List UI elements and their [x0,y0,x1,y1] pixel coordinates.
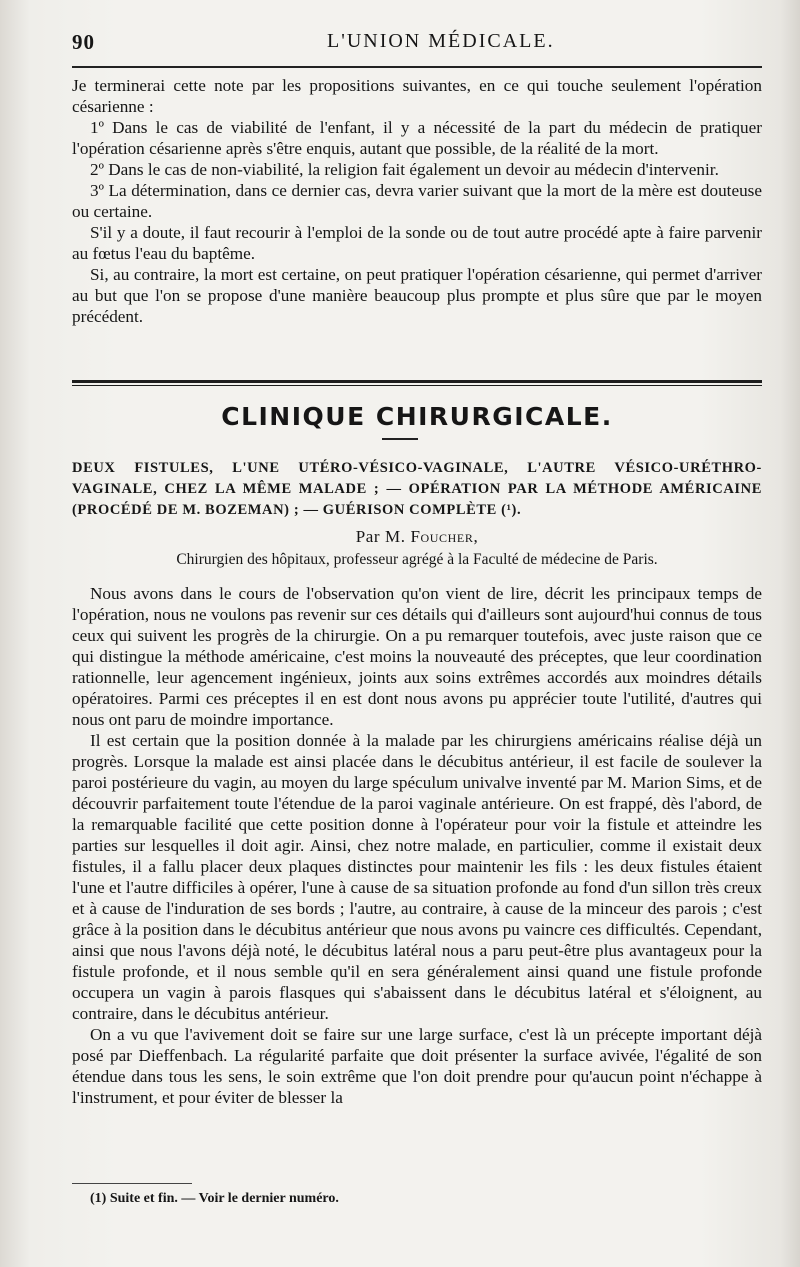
paragraph: Il est certain que la position donnée à la malade par les chirurgiens américains réalise déjà un progrès. Lorsque la malade est ainsi placée dans le décubitus antérieur, il est facile de soulever la paroi postérieure du vagin, au moyen du large spéculum univalve inventé par M. Marion Sims, et de découvrir parfaitement toute l'étendue de la paroi vaginale antérieure. On est frappé, dès l'abord, de la remarquable facilité que cette position donne à l'opérateur pour voir la fistule et atteindre les parties sur lesquelles il doit agir. Ainsi, chez notre malade, en particulier, comme il existait deux fistules, il a fallu placer deux plaques distinctes pour maintenir les fils : les deux fistules étaient l'une et l'autre difficiles à opérer, l'une à cause de sa situation profonde au fond d'un sillon très creux et à cause de l'induration de ses bords ; l'autre, au contraire, à cause de la minceur des parois ; c'est grâce à la position dans le décubitus antérieur que nous avons pu vaincre ces difficultés. Cependant, ainsi que nous l'avons déjà noté, le décubitus latéral nous a paru peut-être plus avantageux pour la fistule profonde, et il nous semble qu'il en sera généralement ainsi quand une fistule profonde occupera un vagin à parois flasques qui s'abaissent dans le décubitus latéral et s'éloignent, au contraire, dans le décubitus antérieur. [72,731,762,1023]
paragraph: 2º Dans le cas de non-viabilité, la religion fait également un devoir au médecin d'intervenir. [90,160,719,179]
section-title: CLINIQUE CHIRURGICALE. [221,402,613,431]
article-subtitle: DEUX FISTULES, L'UNE UTÉRO-VÉSICO-VAGINALE, L'AUTRE VÉSICO-URÉTHRO-VAGINALE, CHEZ LA MÊME MALADE ; — OPÉRATION PAR LA MÉTHODE AMÉRICAINE (PROCÉDÉ DE M. BOZEMAN) ; — GUÉRISON COMPLÈTE (¹). [72,460,762,518]
page-number: 90 [72,30,95,54]
paragraph: 1º Dans le cas de viabilité de l'enfant, il y a nécessité de la part du médecin de pratiquer l'opération césarienne après s'être enquis, autant que possible, de la réalité de la mort. [72,118,762,158]
section-divider [72,380,762,386]
paragraph: S'il y a doute, il faut recourir à l'emploi de la sonde ou de tout autre procédé apte à faire parvenir au fœtus l'eau du baptême. [72,223,762,263]
running-title: L'UNION MÉDICALE. [327,30,555,52]
author-affiliation: Chirurgien des hôpitaux, professeur agrégé à la Faculté de médecine de Paris. [176,551,658,568]
paragraph: Nous avons dans le cours de l'observation qu'on vient de lire, décrit les principaux temps de l'opération, nous ne voulons pas revenir sur ces détails qui d'ailleurs sont aujourd'hui connus de tous ceux qui suivent les progrès de la chirurgie. On a pu remarquer toutefois, avec juste raison que ce qui distingue la méthode américaine, c'est moins la nouveauté des préceptes, que leur coordination rationnelle, leur agencement ingénieux, joints aux soins extrêmes accordés aux moindres détails opératoires. Parmi ces préceptes il en est dont nous avons pu apprécier toute l'utilité, d'autres qui nous ont paru de moindre importance. [72,584,762,729]
paragraph: On a vu que l'avivement doit se faire sur une large surface, c'est là un précepte important déjà posé par Dieffenbach. La régularité parfaite que doit présenter la surface avivée, l'égalité de son étendue dans tous les sens, le soin extrême que l'on doit prendre pour qu'aucun point n'échappe à l'instrument, et pour éviter de blesser la [72,1025,762,1107]
page-header [72,28,762,64]
paragraph: Si, au contraire, la mort est certaine, on peut pratiquer l'opération césarienne, qui permet d'arriver au but que l'on se propose d'une manière beaucoup plus prompte et plus sûre que par le moyen précédent. [72,265,762,326]
author-name: Foucher, [410,527,479,546]
article-body [72,583,762,1108]
author-prefix: Par M. [355,527,406,546]
footnote: (1) Suite et fin. — Voir le dernier numéro. [90,1191,339,1206]
footnote-rule [72,1183,192,1184]
paragraph: 3º La détermination, dans ce dernier cas, devra varier suivant que la mort de la mère est douteuse ou certaine. [72,181,762,221]
author-line [72,527,762,547]
paragraph: Je terminerai cette note par les propositions suivantes, en ce qui touche seulement l'opération césarienne : [72,76,762,116]
closing-propositions [72,75,762,327]
header-rule [72,66,762,68]
title-underline [382,438,418,440]
